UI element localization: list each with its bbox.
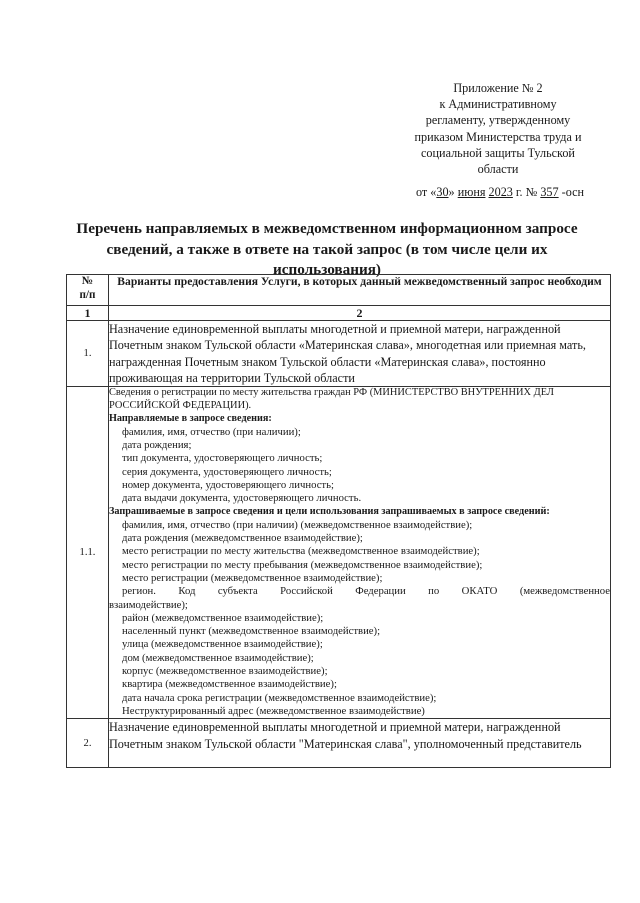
sent-item: тип документа, удостоверяющего личность; <box>122 452 323 465</box>
date-g: г. № <box>512 185 541 199</box>
requested-item-region-cont: взаимодействие); <box>109 598 188 611</box>
requested-item: улица (межведомственное взаимодействие); <box>122 638 323 651</box>
requested-heading: Запрашиваемые в запросе сведения и цели использования запрашиваемых в запросе сведений: <box>109 506 550 518</box>
date-month: июня <box>457 185 486 199</box>
requested-item: место регистрации по месту пребывания (межведомственное взаимодействие); <box>122 558 483 571</box>
date-prefix: от « <box>415 185 437 199</box>
table-row <box>67 321 611 387</box>
appendix-line: регламенту, утвержденному <box>425 113 571 128</box>
sent-item: серия документа, удостоверяющего личность; <box>122 465 332 478</box>
requested-item: корпус (межведомственное взаимодействие); <box>122 665 328 678</box>
row-details <box>109 387 611 719</box>
column-number-row <box>67 306 611 321</box>
column-number: 2 <box>109 306 611 321</box>
requested-item: дата рождения (межведомственное взаимодействие); <box>122 532 363 545</box>
requested-item: квартира (межведомственное взаимодействие); <box>122 678 337 691</box>
requested-item: район (межведомственное взаимодействие); <box>122 611 324 624</box>
table-row-continuation <box>67 768 611 827</box>
header-num-pp: п/п <box>79 288 96 301</box>
sent-item: дата выдачи документа, удостоверяющего личность. <box>122 492 362 505</box>
appendix-line: к Административному <box>439 97 557 112</box>
appendix-line: социальной защиты Тульской <box>421 145 575 160</box>
sent-item: номер документа, удостоверяющего личность; <box>122 478 334 491</box>
requested-item: дата начала срока регистрации (межведомственное взаимодействие); <box>122 691 437 704</box>
row-text: Назначение единовременной выплаты многодетной и приемной матери, награжденной Почетным знаком Тульской области "Материнская слава", уполномоченный представитель <box>109 719 611 768</box>
sent-heading: Направляемые в запросе сведения: <box>109 413 272 425</box>
title-line: сведений, а также в ответе на такой запрос (в том числе цели их <box>106 240 548 258</box>
appendix-line: области <box>477 162 519 177</box>
title-line: Перечень направляемых в межведомственном информационном запросе <box>76 220 578 237</box>
header-num-sign: № <box>81 275 94 287</box>
row-number: 1.1. <box>67 387 109 719</box>
table-header-row <box>67 275 611 306</box>
document-title <box>62 219 592 281</box>
row-number <box>67 768 109 827</box>
request-intro: Сведения о регистрации по месту жительства граждан РФ (МИНИСТЕРСТВО ВНУТРЕННИХ ДЕЛ РОССИЙСКОЙ ФЕДЕРАЦИИ). <box>109 387 554 411</box>
requests-table <box>66 274 611 826</box>
row-text: Назначение единовременной выплаты многодетной и приемной матери, награжденной Почетным знаком Тульской области «Материнская слава», многодетная или приемная мать, награжденная Почетным знаком Тульской области «Материнская слава», постоянно проживающая на территории Тульской области <box>109 321 611 387</box>
header-num-cell <box>67 275 109 306</box>
requested-item: населенный пункт (межведомственное взаимодействие); <box>122 625 381 638</box>
row-number: 1. <box>67 321 109 387</box>
requested-item: дом (межведомственное взаимодействие); <box>122 651 314 664</box>
date-mid: » <box>448 185 458 199</box>
row-number: 2. <box>67 719 109 768</box>
order-number: 357 <box>540 185 559 199</box>
sent-item: дата рождения; <box>122 438 192 451</box>
table-row <box>67 719 611 768</box>
appendix-date <box>380 184 620 200</box>
date-year: 2023 <box>488 185 513 199</box>
date-day: 30 <box>436 185 449 199</box>
appendix-line: Приложение № 2 <box>453 81 543 95</box>
requested-item: место регистрации по месту жительства (межведомственное взаимодействие); <box>122 545 480 558</box>
appendix-block <box>398 80 598 177</box>
requested-item: Неструктурированный адрес (межведомственное взаимодействие) <box>122 704 425 717</box>
requested-item: место регистрации (межведомственное взаимодействие); <box>122 571 383 584</box>
title-line: использования) <box>273 261 381 278</box>
requested-item: фамилия, имя, отчество (при наличии) (межведомственное взаимодействие); <box>122 518 473 531</box>
requested-item-region: регион. Код субъекта Российской Федерации по ОКАТО (межведомственное <box>122 585 610 598</box>
table-row <box>67 387 611 719</box>
appendix-line: приказом Министерства труда и <box>414 129 582 144</box>
order-suffix: -осн <box>558 185 585 199</box>
column-number: 1 <box>67 306 109 321</box>
row-text <box>109 768 611 827</box>
header-variants-cell: Варианты предоставления Услуги, в которых данный межведомственный запрос необходим <box>109 275 611 306</box>
sent-item: фамилия, имя, отчество (при наличии); <box>122 425 301 438</box>
